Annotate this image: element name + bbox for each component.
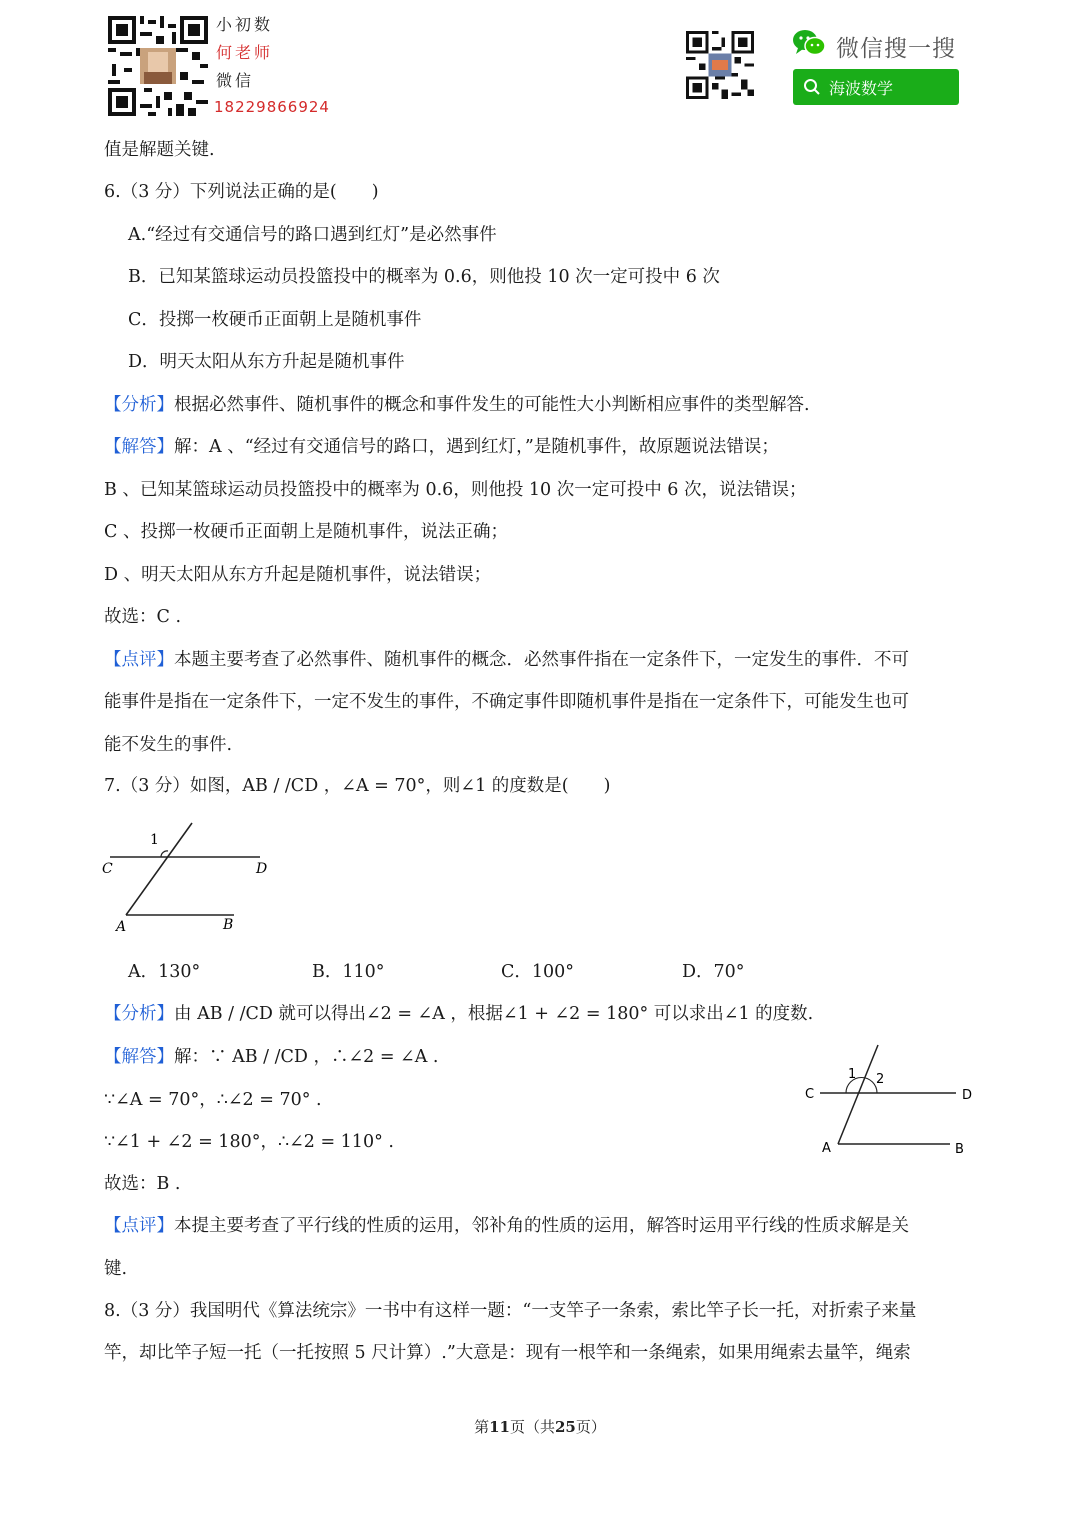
q7-solution-figure xyxy=(800,1040,985,1160)
q7-choice-c: C．100° xyxy=(501,962,575,982)
q6-final-choice: 故选：C . xyxy=(104,607,182,627)
qr-code-right xyxy=(686,31,754,99)
q6-comment-line-1: 本题主要考查了必然事件、随机事件的概念．必然事件指在一定条件下，一定发生的事件．不可 xyxy=(174,650,909,670)
q7-answer-line-3: ∵∠1 + ∠2 = 180°，∴∠2 = 110° . xyxy=(104,1132,394,1152)
q7-choice-a: A．130° xyxy=(128,962,201,982)
q6-option-a: A.“经过有交通信号的路口遇到红灯”是必然事件 xyxy=(128,225,497,245)
handwritten-line-3: 微信 xyxy=(216,71,255,90)
q7-analysis-text: 由 AB / /CD 就可以得出∠2 = ∠A ，根据∠1 + ∠2 = 180° 可以求出∠1 的度数. xyxy=(174,1004,814,1024)
q6-answer-line-4: D 、明天太阳从东方升起是随机事件，说法错误； xyxy=(104,565,492,585)
fig2-label-D: D xyxy=(962,1088,973,1103)
total-pages: 25 xyxy=(555,1418,576,1436)
answer-tag: 【解答】 xyxy=(104,1047,174,1067)
comment-tag: 【点评】 xyxy=(104,1216,174,1236)
q6-answer-line-1: 解：A 、“经过有交通信号的路口，遇到红灯，”是随机事件，故原题说法错误； xyxy=(174,437,779,457)
handwritten-phone: 18229866924 xyxy=(214,98,330,116)
q7-final-choice: 故选：B . xyxy=(104,1174,181,1194)
q8-line-2: 竿，却比竿子短一托（一托按照 5 尺计算）.”大意是：现有一根竿和一条绳索，如果用绳索去量竿，绳索 xyxy=(104,1343,911,1363)
fig2-label-2: 2 xyxy=(876,1072,885,1087)
q6-comment-line-3: 能不发生的事件. xyxy=(104,735,233,755)
q8-line-1: 8.（3 分）我国明代《算法统宗》一书中有这样一题：“一支竿子一条索，索比竿子长一托，对折索子来量 xyxy=(104,1301,917,1321)
q6-option-b: B．已知某篮球运动员投篮投中的概率为 0.6，则他投 10 次一定可投中 6 次 xyxy=(128,267,720,287)
fig2-label-1: 1 xyxy=(848,1067,857,1082)
handwritten-line-2: 何老师 xyxy=(216,43,274,62)
analysis-tag: 【分析】 xyxy=(104,1004,174,1024)
wechat-logo-icon xyxy=(792,28,826,58)
fig1-label-C: C xyxy=(102,861,113,877)
q7-comment xyxy=(104,1214,984,1238)
q7-analysis xyxy=(104,1002,984,1026)
q7-choice-d: D．70° xyxy=(682,962,745,982)
answer-tag: 【解答】 xyxy=(104,437,174,457)
q7-answer-line-2: ∵∠A = 70°，∴∠2 = 70° . xyxy=(104,1090,322,1110)
fig1-label-A: A xyxy=(116,919,127,935)
q6-answer-line-2: B 、已知某篮球运动员投篮投中的概率为 0.6，则他投 10 次一定可投中 6 次，说法错误； xyxy=(104,480,807,500)
prev-answer-tail: 值是解题关键. xyxy=(104,140,215,160)
q6-answer-line-3: C 、投掷一枚硬币正面朝上是随机事件，说法正确； xyxy=(104,522,508,542)
q7-choice-b: B．110° xyxy=(312,962,385,982)
handwritten-line-1: 小初数 xyxy=(216,15,274,34)
q6-answer xyxy=(104,435,984,459)
wechat-search-button-label: 海波数学 xyxy=(829,78,894,98)
q7-comment-line-2: 键. xyxy=(104,1259,128,1279)
search-icon xyxy=(803,78,821,96)
page-footer: 第11页（共25页） xyxy=(474,1418,606,1436)
wechat-search-title: 微信搜一搜 xyxy=(836,36,956,62)
fig1-label-D: D xyxy=(256,861,268,877)
comment-tag: 【点评】 xyxy=(104,650,174,670)
q7-choices xyxy=(104,960,984,984)
qr-code-left xyxy=(108,16,208,116)
fig1-label-B: B xyxy=(223,917,234,933)
analysis-tag: 【分析】 xyxy=(104,395,174,415)
fig1-label-1: 1 xyxy=(150,832,159,848)
wechat-search-button[interactable] xyxy=(793,69,959,105)
q6-analysis-text: 根据必然事件、随机事件的概念和事件发生的可能性大小判断相应事件的类型解答. xyxy=(174,395,810,415)
q7-answer-line-1: 解：∵ AB / /CD ，∴∠2 = ∠A . xyxy=(174,1047,439,1067)
q6-option-c: C．投掷一枚硬币正面朝上是随机事件 xyxy=(128,310,422,330)
q6-stem: 6.（3 分）下列说法正确的是( ) xyxy=(104,182,379,202)
q6-comment xyxy=(104,648,984,672)
q7-comment-line-1: 本提主要考查了平行线的性质的运用，邻补角的性质的运用，解答时运用平行线的性质求解是关 xyxy=(174,1216,909,1236)
q6-option-d: D．明天太阳从东方升起是随机事件 xyxy=(128,352,405,372)
fig2-label-A: A xyxy=(822,1141,831,1156)
fig2-label-C: C xyxy=(805,1087,815,1102)
q7-figure-parallel-lines xyxy=(98,815,288,940)
q6-comment-line-2: 能事件是指在一定条件下，一定不发生的事件，不确定事件即随机事件是指在一定条件下，可能发生也可 xyxy=(104,692,909,712)
q7-stem: 7.（3 分）如图，AB / /CD ，∠A = 70°，则∠1 的度数是( ) xyxy=(104,776,611,796)
fig2-label-B: B xyxy=(955,1142,964,1157)
q6-analysis xyxy=(104,393,984,417)
page-number: 11 xyxy=(489,1418,510,1436)
